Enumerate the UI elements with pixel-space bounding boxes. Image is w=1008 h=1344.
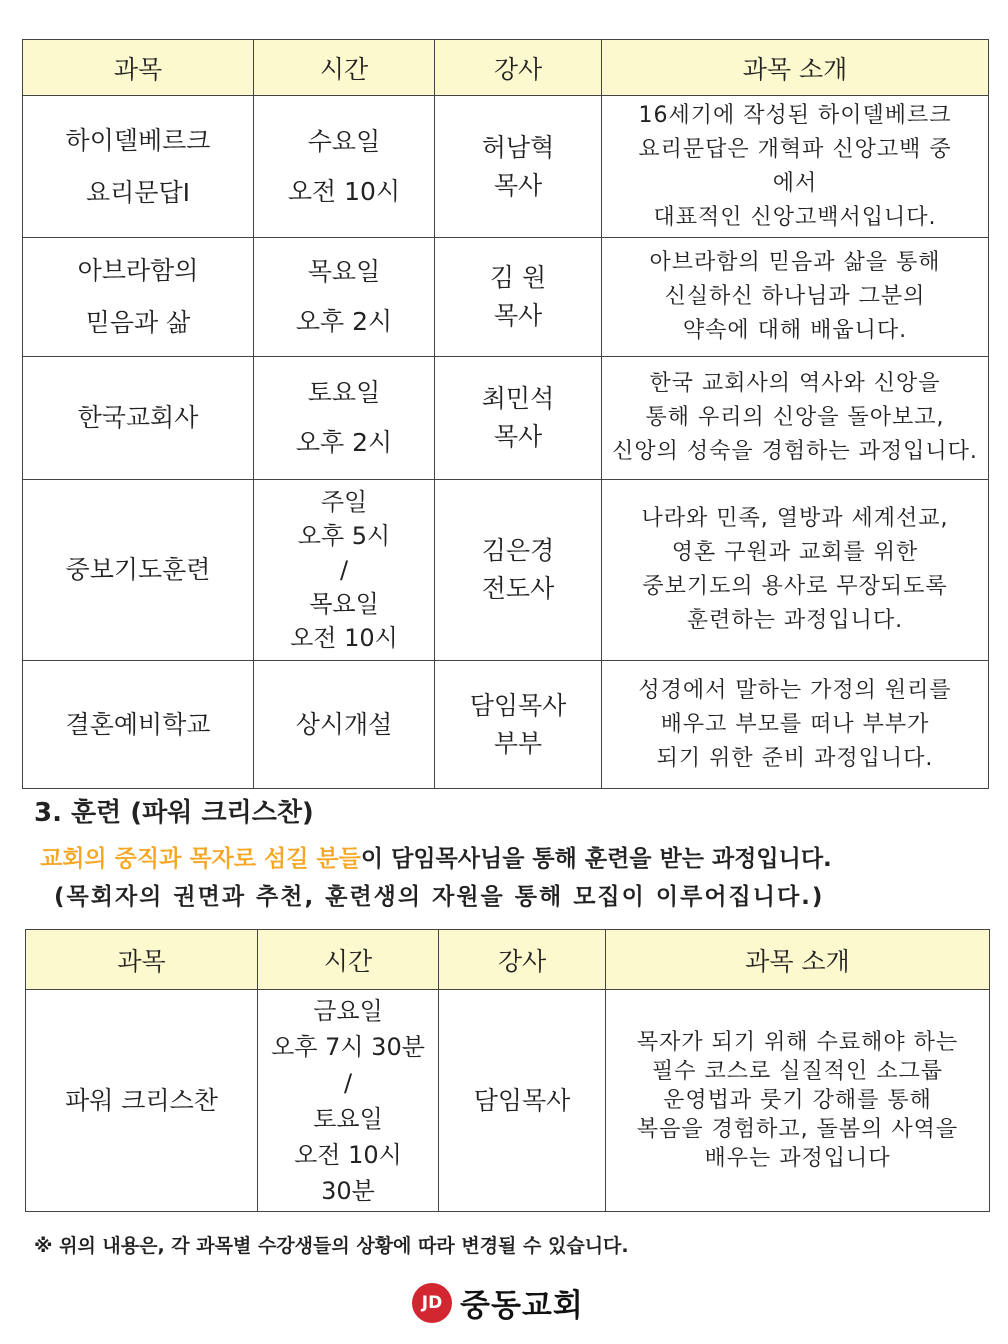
intro-highlight: 교회의 중직과 목자로 섬길 분들 <box>40 846 361 872</box>
course-subject: 파워 크리스찬 <box>26 990 258 1212</box>
table-row <box>23 661 989 789</box>
table-row <box>23 357 989 480</box>
course-subject: 하이델베르크 요리문답Ⅰ <box>23 96 254 238</box>
section-subnote: (목회자의 권면과 추천, 훈련생의 자원을 통해 모집이 이루어집니다.) <box>54 884 825 910</box>
training-table <box>25 929 990 1212</box>
course-teacher: 허남혁 목사 <box>435 96 602 238</box>
course-intro: 16세기에 작성된 하이델베르크 요리문답은 개혁파 신앙고백 중 에서 대표적인 신앙고백서입니다. <box>602 96 989 238</box>
logo-mark-icon: JD <box>412 1283 452 1323</box>
logo-text: 중동교회 <box>460 1288 584 1324</box>
table-row <box>23 238 989 357</box>
course-table <box>22 39 989 789</box>
course-intro: 성경에서 말하는 가정의 원리를 배우고 부모를 떠나 부부가 되기 위한 준비 과정입니다. <box>602 661 989 789</box>
section-title: 3. 훈련 (파워 크리스찬) <box>34 798 314 828</box>
header-intro: 과목 소개 <box>606 930 990 990</box>
course-time: 주일 오후 5시 / 목요일 오전 10시 <box>254 480 435 661</box>
header-intro: 과목 소개 <box>602 40 989 96</box>
header-subject: 과목 <box>26 930 258 990</box>
course-teacher: 김은경 전도사 <box>435 480 602 661</box>
table-row <box>23 96 989 238</box>
course-intro: 한국 교회사의 역사와 신앙을 통해 우리의 신앙을 돌아보고, 신앙의 성숙을 경험하는 과정입니다. <box>602 357 989 480</box>
course-intro: 아브라함의 믿음과 삶을 통해 신실하신 하나님과 그분의 약속에 대해 배웁니다. <box>602 238 989 357</box>
footer-note: ※ 위의 내용은, 각 과목별 수강생들의 상황에 따라 변경될 수 있습니다. <box>34 1235 629 1257</box>
course-intro: 나라와 민족, 열방과 세계선교, 영혼 구원과 교회를 위한 중보기도의 용사로 무장되도록 훈련하는 과정입니다. <box>602 480 989 661</box>
church-logo <box>412 1280 584 1325</box>
table-row <box>23 480 989 661</box>
course-time: 상시개설 <box>254 661 435 789</box>
course-intro: 목자가 되기 위해 수료해야 하는 필수 코스로 실질적인 소그룹 운영법과 룻기 강해를 통해 복음을 경험하고, 돌봄의 사역을 배우는 과정입니다 <box>606 990 990 1212</box>
header-teacher: 강사 <box>439 930 606 990</box>
table-header-row <box>23 40 989 96</box>
header-time: 시간 <box>254 40 435 96</box>
course-subject: 아브라함의 믿음과 삶 <box>23 238 254 357</box>
course-teacher: 최민석 목사 <box>435 357 602 480</box>
course-subject: 중보기도훈련 <box>23 480 254 661</box>
header-time: 시간 <box>258 930 439 990</box>
course-subject: 결혼예비학교 <box>23 661 254 789</box>
header-teacher: 강사 <box>435 40 602 96</box>
course-time: 토요일 오후 2시 <box>254 357 435 480</box>
table-row <box>26 990 990 1212</box>
course-time: 금요일 오후 7시 30분 / 토요일 오전 10시 30분 <box>258 990 439 1212</box>
table-header-row <box>26 930 990 990</box>
course-teacher: 김 원 목사 <box>435 238 602 357</box>
course-subject: 한국교회사 <box>23 357 254 480</box>
course-time: 목요일 오후 2시 <box>254 238 435 357</box>
course-teacher: 담임목사 부부 <box>435 661 602 789</box>
course-time: 수요일 오전 10시 <box>254 96 435 238</box>
intro-text: 이 담임목사님을 통해 훈련을 받는 과정입니다. <box>360 846 832 872</box>
header-subject: 과목 <box>23 40 254 96</box>
course-teacher: 담임목사 <box>439 990 606 1212</box>
section-intro <box>40 840 832 873</box>
